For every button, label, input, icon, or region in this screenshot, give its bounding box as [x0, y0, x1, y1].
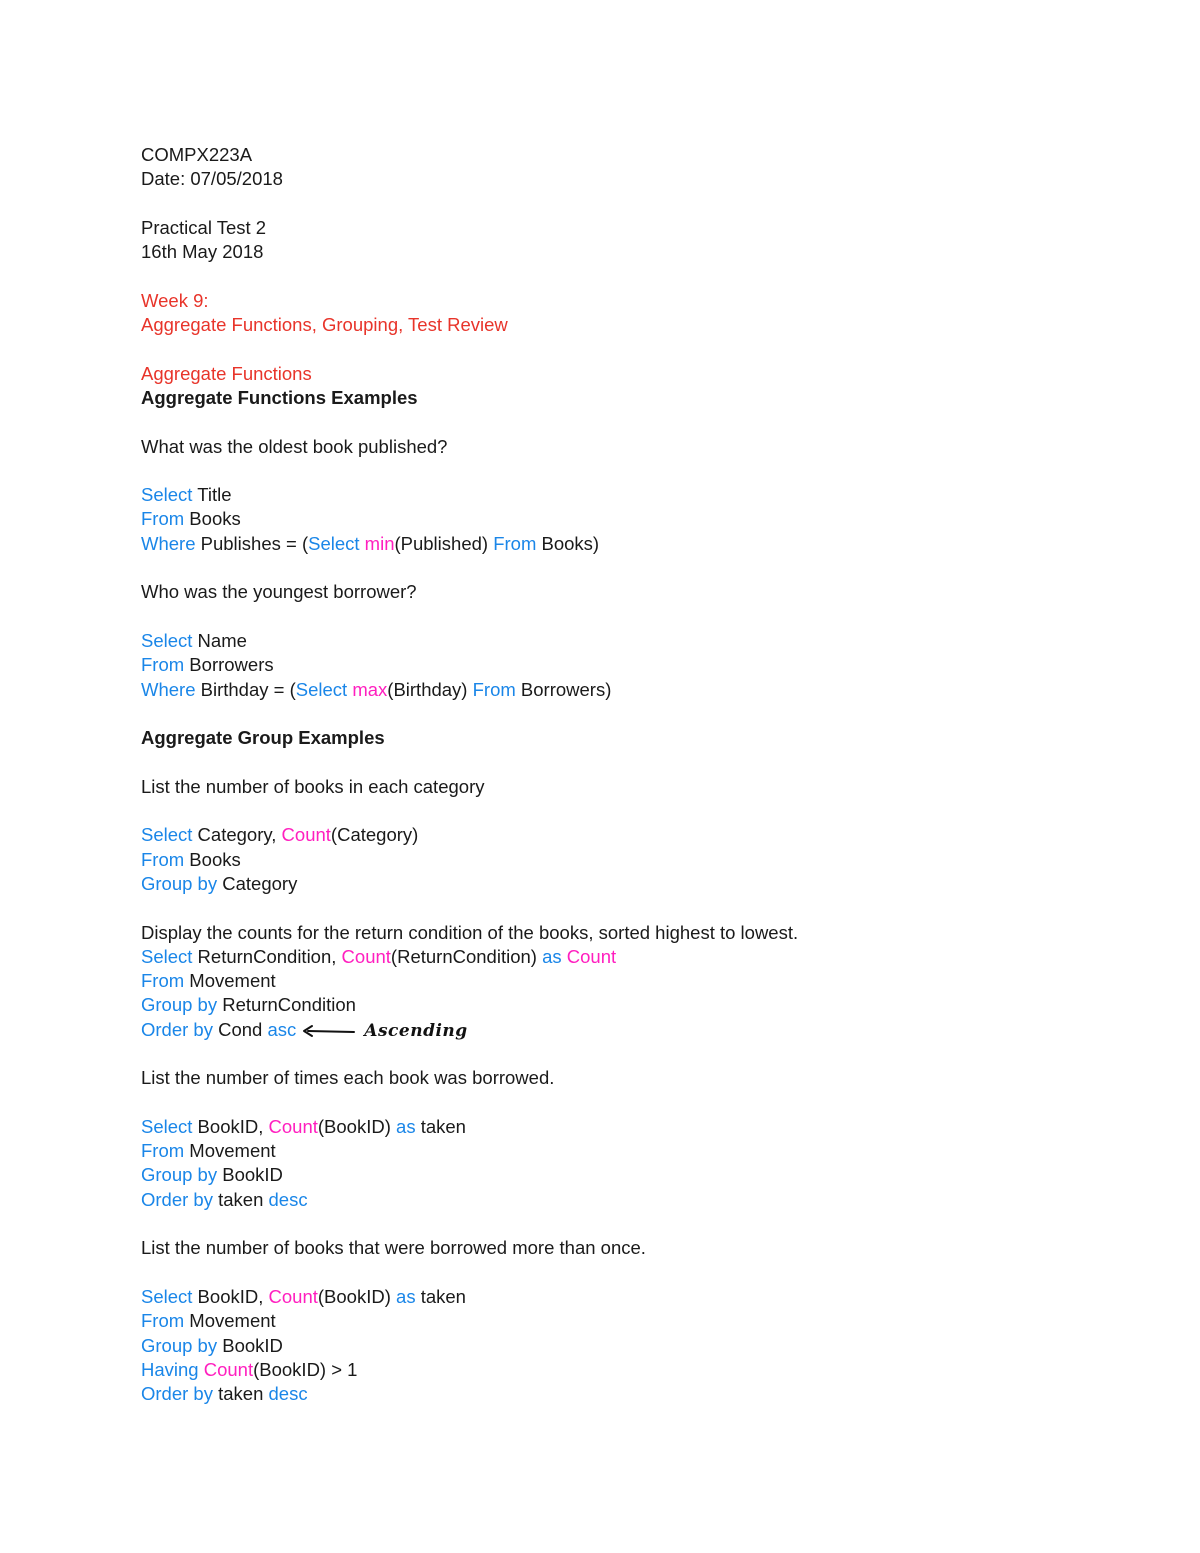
- query1-select-line: Select Title: [141, 484, 232, 506]
- query5-from-line: From Movement: [141, 1140, 276, 1162]
- week-topics: Aggregate Functions, Grouping, Test Review: [141, 314, 508, 336]
- query1-from-line: From Books: [141, 508, 241, 530]
- question-return-condition: Display the counts for the return condition of the books, sorted highest to lowest.: [141, 921, 799, 943]
- query2-where-line: Where Birthday = (Select max(Birthday) From Borrowers): [141, 678, 612, 700]
- handwritten-arrow-icon: [300, 1024, 356, 1038]
- sql-keyword: Select: [141, 484, 193, 506]
- sql-keyword: From: [141, 508, 185, 530]
- query6-select-line: Select BookID, Count(BookID) as taken: [141, 1285, 466, 1307]
- query3-select-line: Select Category, Count(Category): [141, 824, 419, 846]
- query5-group-line: Group by BookID: [141, 1164, 283, 1186]
- query6-order-line: Order by taken desc: [141, 1383, 308, 1405]
- document-date: Date: 07/05/2018: [141, 168, 283, 190]
- question-books-per-category: List the number of books in each category: [141, 775, 485, 797]
- query6-from-line: From Movement: [141, 1310, 276, 1332]
- query4-select-line: Select ReturnCondition, Count(ReturnCondition) as Count: [141, 945, 617, 967]
- query6-having-line: Having Count(BookID) > 1: [141, 1358, 358, 1380]
- query1-where-line: Where Publishes = (Select min(Published) From Books): [141, 532, 600, 554]
- question-borrowed-more-than-once: List the number of books that were borrowed more than once.: [141, 1237, 646, 1259]
- sql-function: min: [364, 532, 395, 554]
- test-date: 16th May 2018: [141, 241, 264, 263]
- section-heading: Aggregate Functions: [141, 362, 312, 384]
- query4-order-line: Order by Cond asc Ascending: [141, 1018, 468, 1041]
- question-youngest-borrower: Who was the youngest borrower?: [141, 581, 417, 603]
- course-code: COMPX223A: [141, 144, 253, 165]
- question-times-borrowed: List the number of times each book was borrowed.: [141, 1067, 555, 1089]
- query4-group-line: Group by ReturnCondition: [141, 994, 356, 1016]
- week-title: Week 9:: [141, 289, 209, 311]
- query5-select-line: Select BookID, Count(BookID) as taken: [141, 1115, 466, 1137]
- query2-from-line: From Borrowers: [141, 654, 274, 676]
- query3-from-line: From Books: [141, 848, 241, 870]
- sql-keyword: Where: [141, 532, 196, 554]
- query5-order-line: Order by taken desc: [141, 1188, 308, 1210]
- test-title: Practical Test 2: [141, 216, 267, 238]
- query6-group-line: Group by BookID: [141, 1334, 283, 1356]
- question-oldest-book: What was the oldest book published?: [141, 435, 448, 457]
- aggregate-group-examples-heading: Aggregate Group Examples: [141, 727, 385, 749]
- handwritten-annotation: Ascending: [364, 1020, 468, 1041]
- query4-from-line: From Movement: [141, 970, 276, 992]
- query2-select-line: Select Name: [141, 629, 247, 651]
- aggregate-functions-examples-heading: Aggregate Functions Examples: [141, 386, 418, 408]
- document-page: [141, 143, 1101, 1406]
- query3-group-line: Group by Category: [141, 872, 298, 894]
